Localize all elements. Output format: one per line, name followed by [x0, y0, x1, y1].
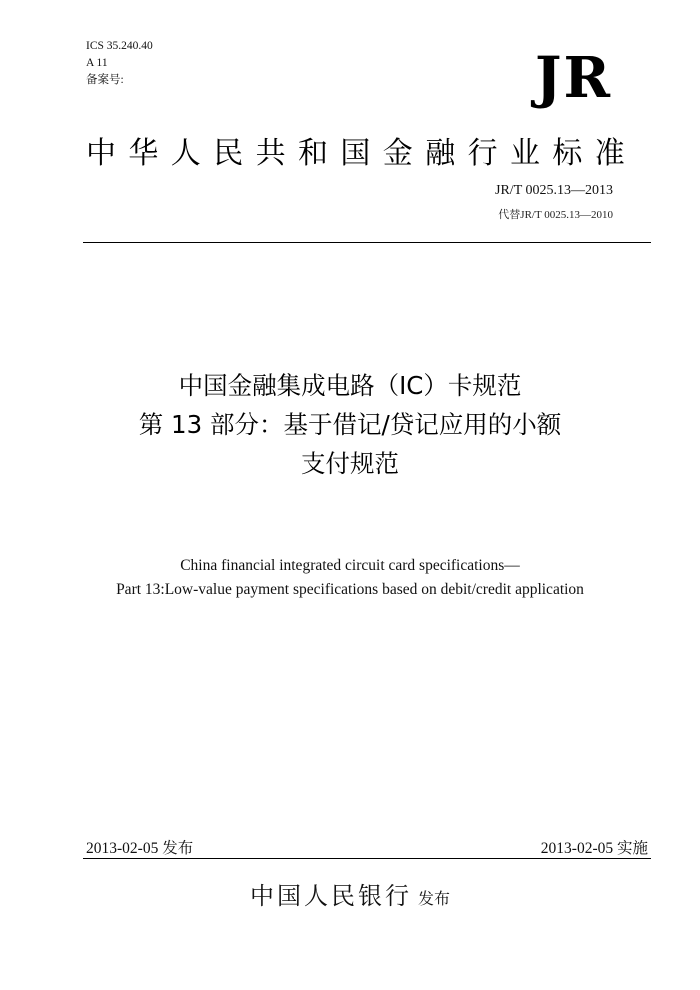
title-en-line-1: China financial integrated circuit card specifications—	[180, 557, 520, 574]
bottom-divider	[83, 858, 651, 859]
issuer	[0, 876, 700, 911]
record-number-label: 备案号:	[86, 74, 124, 86]
effective-date: 2013-02-05 实施	[540, 840, 648, 857]
document-title-cn	[0, 366, 700, 483]
standard-number: JR/T 0025.13—2013	[495, 183, 613, 198]
title-cn-line-1: 中国金融集成电路（IC）卡规范	[178, 371, 522, 400]
issuer-verb: 发布	[417, 889, 450, 908]
title-en-line-2: Part 13:Low-value payment specifications based on debit/credit application	[116, 581, 584, 598]
document-title-en	[0, 554, 700, 602]
title-cn-line-2: 第 13 部分：基于借记/贷记应用的小额	[138, 410, 562, 439]
ics-code: ICS 35.240.40	[86, 40, 153, 52]
title-cn-line-3: 支付规范	[301, 449, 399, 478]
top-divider	[83, 242, 651, 243]
classification-block	[86, 38, 153, 89]
issuer-org: 中国人民银行	[249, 882, 412, 910]
category-code: A 11	[86, 57, 108, 69]
industry-standard-title: 中华人民共和国金融行业标准	[86, 136, 638, 171]
issue-date: 2013-02-05 发布	[86, 840, 194, 857]
jr-logo: JR	[534, 45, 612, 111]
replaces-standard: 代替JR/T 0025.13—2010	[498, 209, 613, 221]
